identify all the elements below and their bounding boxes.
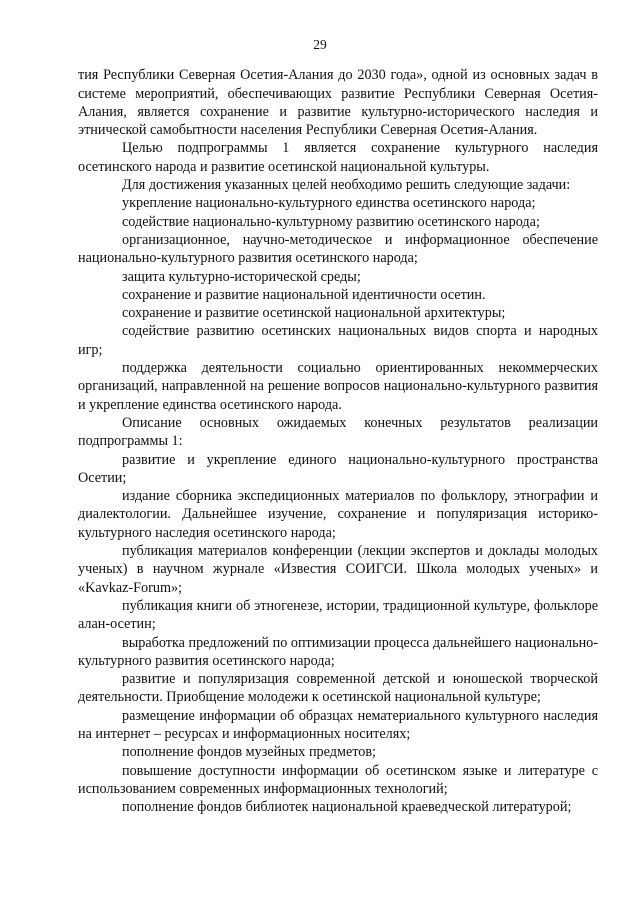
paragraph: пополнение фондов музейных предметов;	[122, 744, 376, 761]
paragraph: развитие и популяризация современной детской и юношеской творческой деятельности. Приобщение молодежи к осетинской национальной культуре;	[78, 671, 598, 706]
paragraph: выработка предложений по оптимизации процесса дальнейшего национально-культурного развития осетинского народа;	[78, 634, 598, 669]
paragraph: тия Республики Северная Осетия-Алания до 2030 года», одной из основных задач в системе мероприятий, обеспечивающих развитие Республики Северная Осетия-Алания, является сохранение и развитие культурно-исторического наследия и этнической самобытности населения Республики Северная Осетия-Алания.	[78, 67, 598, 139]
paragraph: сохранение и развитие национальной идентичности осетин.	[122, 286, 486, 303]
paragraph: укрепление национально-культурного единства осетинского народа;	[122, 195, 536, 212]
paragraph: содействие национально-культурному развитию осетинского народа;	[122, 213, 540, 230]
paragraph: Описание основных ожидаемых конечных результатов реализации подпрограммы 1:	[78, 414, 598, 450]
paragraph: размещение информации об образцах нематериального культурного наследия на интернет – ресурсах и информационных носителях;	[78, 707, 598, 742]
paragraph: развитие и укрепление единого национально-культурного пространства Осетии;	[78, 451, 598, 486]
paragraph: содействие развитию осетинских национальных видов спорта и народных игр;	[78, 323, 598, 358]
body-text	[78, 66, 598, 816]
paragraph: Целью подпрограммы 1 является сохранение культурного наследия осетинского народа и развитие осетинской национальной культуры.	[78, 140, 598, 175]
page-number: 29	[313, 37, 327, 52]
paragraph: повышение доступности информации об осетинском языке и литературе с использованием современных информационных технологий;	[78, 762, 598, 797]
paragraph: поддержка деятельности социально ориентированных некоммерческих организаций, направленной на решение вопросов национально-культурного развития и укрепление единства осетинского народа.	[78, 360, 598, 413]
paragraph: организационное, научно-методическое и информационное обеспечение национально-культурного развития осетинского народа;	[78, 231, 598, 267]
paragraph: публикация материалов конференции (лекции экспертов и доклады молодых ученых) в научном журнале «Известия СОИГСИ. Школа молодых ученых» и «Kavkaz-Forum»;	[78, 543, 598, 596]
paragraph: публикация книги об этногенезе, истории, традиционной культуре, фольклоре алан-осетин;	[78, 597, 598, 633]
paragraph: Для достижения указанных целей необходимо решить следующие задачи:	[122, 177, 571, 194]
paragraph: пополнение фондов библиотек национальной краеведческой литературой;	[122, 799, 572, 816]
paragraph: защита культурно-исторической среды;	[122, 268, 361, 285]
paragraph: сохранение и развитие осетинской национальной архитектуры;	[122, 305, 506, 322]
paragraph: издание сборника экспедиционных материалов по фольклору, этнографии и диалектологии. Дальнейшее изучение, сохранение и популяризация историко-культурного наследия осетинского народа;	[78, 488, 598, 541]
